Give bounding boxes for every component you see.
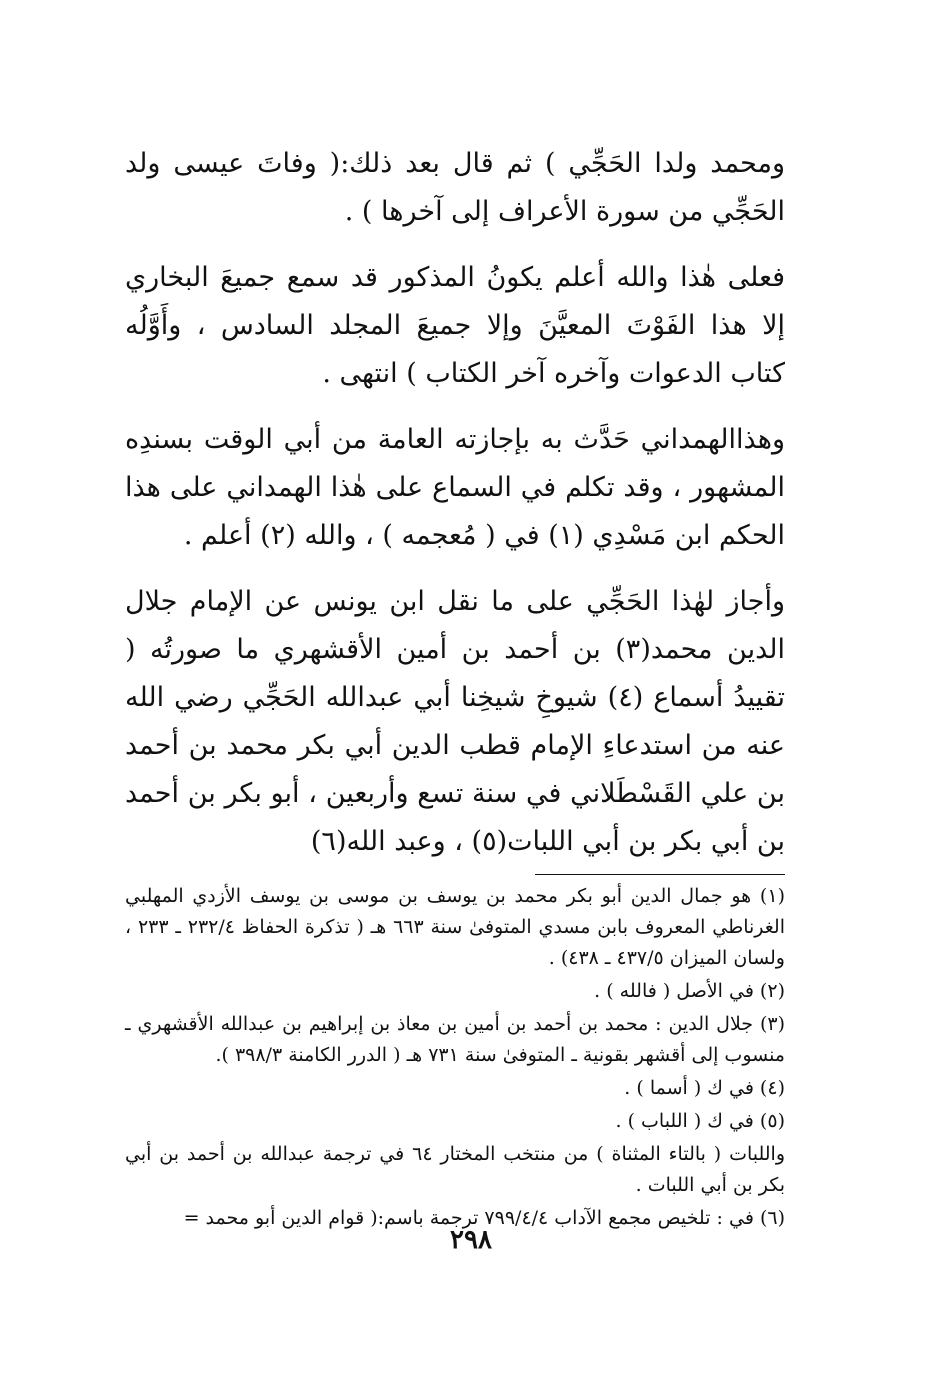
footnote-6: (٦) في : تلخيص مجمع الآداب ٧٩٩/٤/٤ ترجمة باسم:( قوام الدين أبو محمد = [183,1207,785,1229]
paragraph-3: وهذاالهمداني حَدَّث به بإجازته العامة من أبي الوقت بسندِه المشهور ، وقد تكلم في السماع على هٰذا الهمداني على هذا الحكم ابن مَسْدِي (١) في ( مُعجمه ) ، والله (٢) أعلم . [125,424,785,551]
footnote-3: (٣) جلال الدين : محمد بن أحمد بن أمين بن معاذ بن إبراهيم بن عبدالله الأقشهري ـ منسوب إلى أقشهر بقونية ـ المتوفىٰ سنة ٧٣١ هـ ( الدرر الكامنة ٣٩٨/٣ ). [125,1013,785,1066]
footnote-2: (٢) في الأصل ( فالله ) . [594,980,785,1002]
footnote-divider [535,874,785,875]
paragraph-2: فعلى هٰذا والله أعلم يكونُ المذكور قد سمع جميعَ البخاري إلا هذا الفَوْتَ المعيَّنَ وإلا جميعَ المجلد السادس ، وأَوَّلُه كتاب الدعوات وآخره آخر الكتاب ) انتهى . [125,262,785,389]
footnote-5: (٥) في ك ( اللباب ) . [615,1110,785,1132]
footnote-4: (٤) في ك ( أسما ) . [624,1077,785,1099]
paragraph-1: ومحمد ولدا الحَجِّي ) ثم قال بعد ذلك:( وفاتَ عيسى ولد الحَجِّي من سورة الأعراف إلى آخرها ) . [125,148,785,227]
page-number: ٢٩٨ [450,1225,492,1255]
footnote-1: (١) هو جمال الدين أبو بكر محمد بن يوسف بن موسى بن يوسف الأزدي المهلبي الغرناطي المعروف بابن مسدي المتوفىٰ سنة ٦٦٣ هـ ( تذكرة الحفاظ ٢٣٢/٤ ـ ٢٣٣ ، ولسان الميزان ٤٣٧/٥ ـ ٤٣٨) . [125,885,785,969]
book-page [125,140,785,1236]
footnote-5-continuation: واللبات ( بالتاء المثناة ) من منتخب المختار ٦٤ في ترجمة عبدالله بن أحمد بن أبي بكر بن أبي اللبات . [125,1143,786,1196]
paragraph-4: وأجاز لهٰذا الحَجِّي على ما نقل ابن يونس عن الإمام جلال الدين محمد(٣) بن أحمد بن أمين الأقشهري ما صورتُه ( تقييدُ أسماع (٤) شيوخِ شيخِنا أبي عبدالله الحَجِّي رضي الله عنه من استدعاءِ الإمام قطب الدين أبي بكر محمد بن أحمد بن علي القَسْطَلاني في سنة تسع وأربعين ، أبو بكر بن أحمد بن أبي بكر بن أبي اللبات(٥) ، وعبد الله(٦) [125,586,785,857]
footnotes [125,881,785,1234]
main-text [125,140,785,866]
